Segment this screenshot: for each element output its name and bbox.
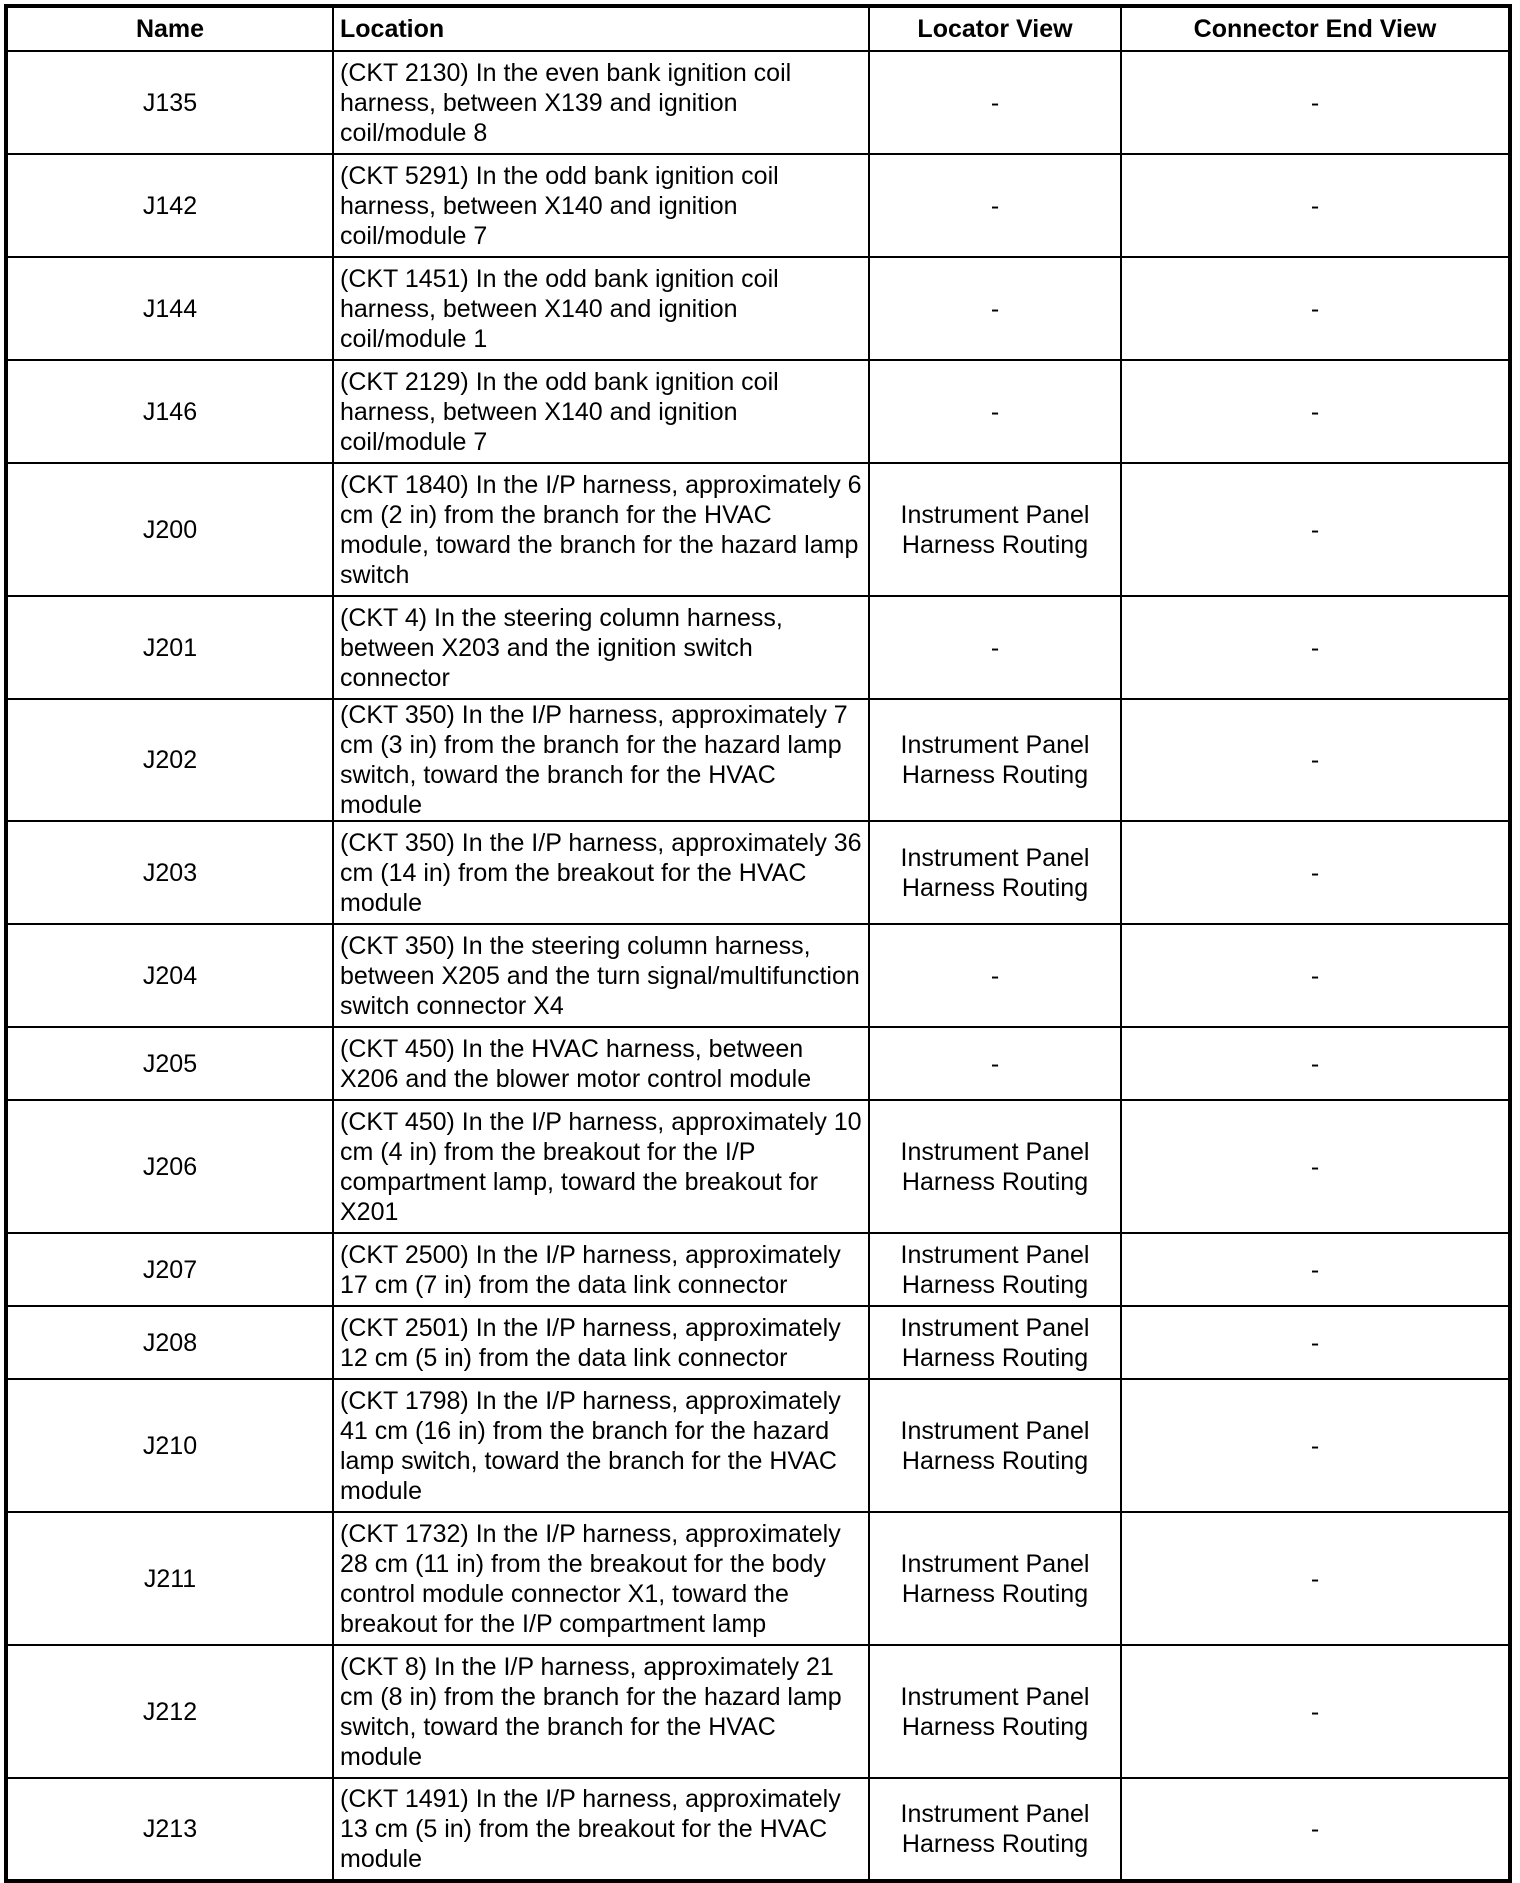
page — [4, 4, 1508, 1883]
cell-location: (CKT 2129) In the odd bank ignition coil harness, between X140 and ignition coil/module 7 — [333, 360, 869, 463]
cell-location: (CKT 450) In the I/P harness, approximately 10 cm (4 in) from the breakout for the I/P compartment lamp, toward the breakout for X201 — [333, 1100, 869, 1233]
cell-locator-view-text: Instrument Panel Harness Routing — [900, 1416, 1090, 1475]
cell-locator-view — [869, 1512, 1121, 1645]
cell-name: J135 — [6, 51, 333, 154]
cell-locator-view — [869, 1306, 1121, 1379]
table-row — [6, 821, 1510, 924]
cell-connector-end-view: - — [1121, 257, 1510, 360]
table-row — [6, 924, 1510, 1027]
cell-name: J201 — [6, 596, 333, 699]
table-row — [6, 257, 1510, 360]
table-row — [6, 360, 1510, 463]
cell-locator-view-text: Instrument Panel Harness Routing — [900, 843, 1090, 902]
cell-name: J200 — [6, 463, 333, 596]
cell-connector-end-view: - — [1121, 1027, 1510, 1100]
header-name: Name — [6, 6, 333, 51]
cell-connector-end-view: - — [1121, 51, 1510, 154]
cell-location: (CKT 2130) In the even bank ignition coil harness, between X139 and ignition coil/module 8 — [333, 51, 869, 154]
table-row — [6, 1027, 1510, 1100]
table-row — [6, 154, 1510, 257]
cell-name: J204 — [6, 924, 333, 1027]
cell-locator-view — [869, 1778, 1121, 1881]
cell-location: (CKT 1840) In the I/P harness, approximately 6 cm (2 in) from the branch for the HVAC module, toward the branch for the hazard lamp switch — [333, 463, 869, 596]
cell-locator-view — [869, 699, 1121, 821]
cell-location: (CKT 1491) In the I/P harness, approximately 13 cm (5 in) from the breakout for the HVAC module — [333, 1778, 869, 1881]
cell-locator-view — [869, 821, 1121, 924]
cell-location: (CKT 350) In the steering column harness, between X205 and the turn signal/multifunction switch connector X4 — [333, 924, 869, 1027]
cell-connector-end-view: - — [1121, 463, 1510, 596]
cell-locator-view — [869, 1027, 1121, 1100]
cell-locator-view — [869, 596, 1121, 699]
table-header-row — [6, 6, 1510, 51]
table-row — [6, 1778, 1510, 1881]
table-row — [6, 596, 1510, 699]
cell-name: J210 — [6, 1379, 333, 1512]
cell-name: J205 — [6, 1027, 333, 1100]
cell-connector-end-view: - — [1121, 596, 1510, 699]
cell-location: (CKT 1798) In the I/P harness, approximately 41 cm (16 in) from the branch for the hazard lamp switch, toward the branch for the HVAC module — [333, 1379, 869, 1512]
cell-locator-view-text: - — [990, 397, 1000, 426]
cell-connector-end-view: - — [1121, 924, 1510, 1027]
cell-name: J206 — [6, 1100, 333, 1233]
cell-name: J146 — [6, 360, 333, 463]
cell-locator-view-text: - — [990, 294, 1000, 323]
cell-connector-end-view: - — [1121, 154, 1510, 257]
cell-locator-view-text: - — [990, 1049, 1000, 1078]
cell-locator-view-text: Instrument Panel Harness Routing — [900, 731, 1090, 789]
table-row — [6, 1645, 1510, 1778]
cell-locator-view — [869, 463, 1121, 596]
table-row — [6, 1100, 1510, 1233]
header-location: Location — [333, 6, 869, 51]
cell-locator-view-text: Instrument Panel Harness Routing — [900, 1313, 1090, 1372]
cell-connector-end-view: - — [1121, 1512, 1510, 1645]
cell-locator-view-text: Instrument Panel Harness Routing — [900, 1800, 1090, 1858]
cell-locator-view-text: Instrument Panel Harness Routing — [900, 1240, 1090, 1299]
header-locator-view: Locator View — [869, 6, 1121, 51]
cell-connector-end-view: - — [1121, 1645, 1510, 1778]
cell-name: J144 — [6, 257, 333, 360]
cell-locator-view-text: Instrument Panel Harness Routing — [900, 500, 1090, 559]
cell-locator-view — [869, 360, 1121, 463]
table-row — [6, 1233, 1510, 1306]
cell-location: (CKT 8) In the I/P harness, approximately 21 cm (8 in) from the branch for the hazard lamp switch, toward the branch for the HVAC module — [333, 1645, 869, 1778]
cell-location: (CKT 1451) In the odd bank ignition coil harness, between X140 and ignition coil/module 1 — [333, 257, 869, 360]
cell-name: J203 — [6, 821, 333, 924]
table-row — [6, 51, 1510, 154]
cell-locator-view-text: - — [990, 961, 1000, 990]
cell-locator-view-text: Instrument Panel Harness Routing — [900, 1682, 1090, 1741]
cell-name: J207 — [6, 1233, 333, 1306]
cell-name: J142 — [6, 154, 333, 257]
table-row — [6, 1512, 1510, 1645]
cell-connector-end-view: - — [1121, 699, 1510, 821]
cell-locator-view-text: - — [990, 88, 1000, 117]
cell-locator-view — [869, 257, 1121, 360]
cell-locator-view — [869, 1233, 1121, 1306]
table-row — [6, 463, 1510, 596]
cell-locator-view — [869, 1645, 1121, 1778]
cell-location: (CKT 1732) In the I/P harness, approximately 28 cm (11 in) from the breakout for the body control module connector X1, toward the breakout for the I/P compartment lamp — [333, 1512, 869, 1645]
cell-connector-end-view: - — [1121, 360, 1510, 463]
table-row — [6, 699, 1510, 821]
cell-locator-view-text: Instrument Panel Harness Routing — [900, 1549, 1090, 1608]
cell-name: J208 — [6, 1306, 333, 1379]
cell-location: (CKT 450) In the HVAC harness, between X206 and the blower motor control module — [333, 1027, 869, 1100]
cell-connector-end-view: - — [1121, 1233, 1510, 1306]
cell-connector-end-view: - — [1121, 821, 1510, 924]
cell-location: (CKT 350) In the I/P harness, approximately 7 cm (3 in) from the branch for the hazard lamp switch, toward the branch for the HVAC module — [333, 699, 869, 821]
cell-locator-view — [869, 1379, 1121, 1512]
cell-name: J212 — [6, 1645, 333, 1778]
cell-locator-view-text: - — [990, 633, 1000, 662]
cell-connector-end-view: - — [1121, 1379, 1510, 1512]
cell-location: (CKT 2501) In the I/P harness, approximately 12 cm (5 in) from the data link connector — [333, 1306, 869, 1379]
table-row — [6, 1306, 1510, 1379]
cell-location: (CKT 2500) In the I/P harness, approximately 17 cm (7 in) from the data link connector — [333, 1233, 869, 1306]
table-body — [6, 51, 1510, 1881]
cell-name: J213 — [6, 1778, 333, 1881]
cell-name: J211 — [6, 1512, 333, 1645]
cell-name: J202 — [6, 699, 333, 821]
header-connector-end-view: Connector End View — [1121, 6, 1510, 51]
table-row — [6, 1379, 1510, 1512]
cell-locator-view — [869, 154, 1121, 257]
cell-locator-view — [869, 1100, 1121, 1233]
cell-locator-view-text: - — [990, 191, 1000, 220]
cell-location: (CKT 5291) In the odd bank ignition coil harness, between X140 and ignition coil/module 7 — [333, 154, 869, 257]
cell-connector-end-view: - — [1121, 1100, 1510, 1233]
cell-location: (CKT 4) In the steering column harness, between X203 and the ignition switch connector — [333, 596, 869, 699]
cell-connector-end-view: - — [1121, 1778, 1510, 1881]
cell-location: (CKT 350) In the I/P harness, approximately 36 cm (14 in) from the breakout for the HVAC module — [333, 821, 869, 924]
cell-locator-view — [869, 51, 1121, 154]
cell-locator-view — [869, 924, 1121, 1027]
splice-location-table — [4, 4, 1512, 1883]
cell-connector-end-view: - — [1121, 1306, 1510, 1379]
cell-locator-view-text: Instrument Panel Harness Routing — [900, 1137, 1090, 1196]
